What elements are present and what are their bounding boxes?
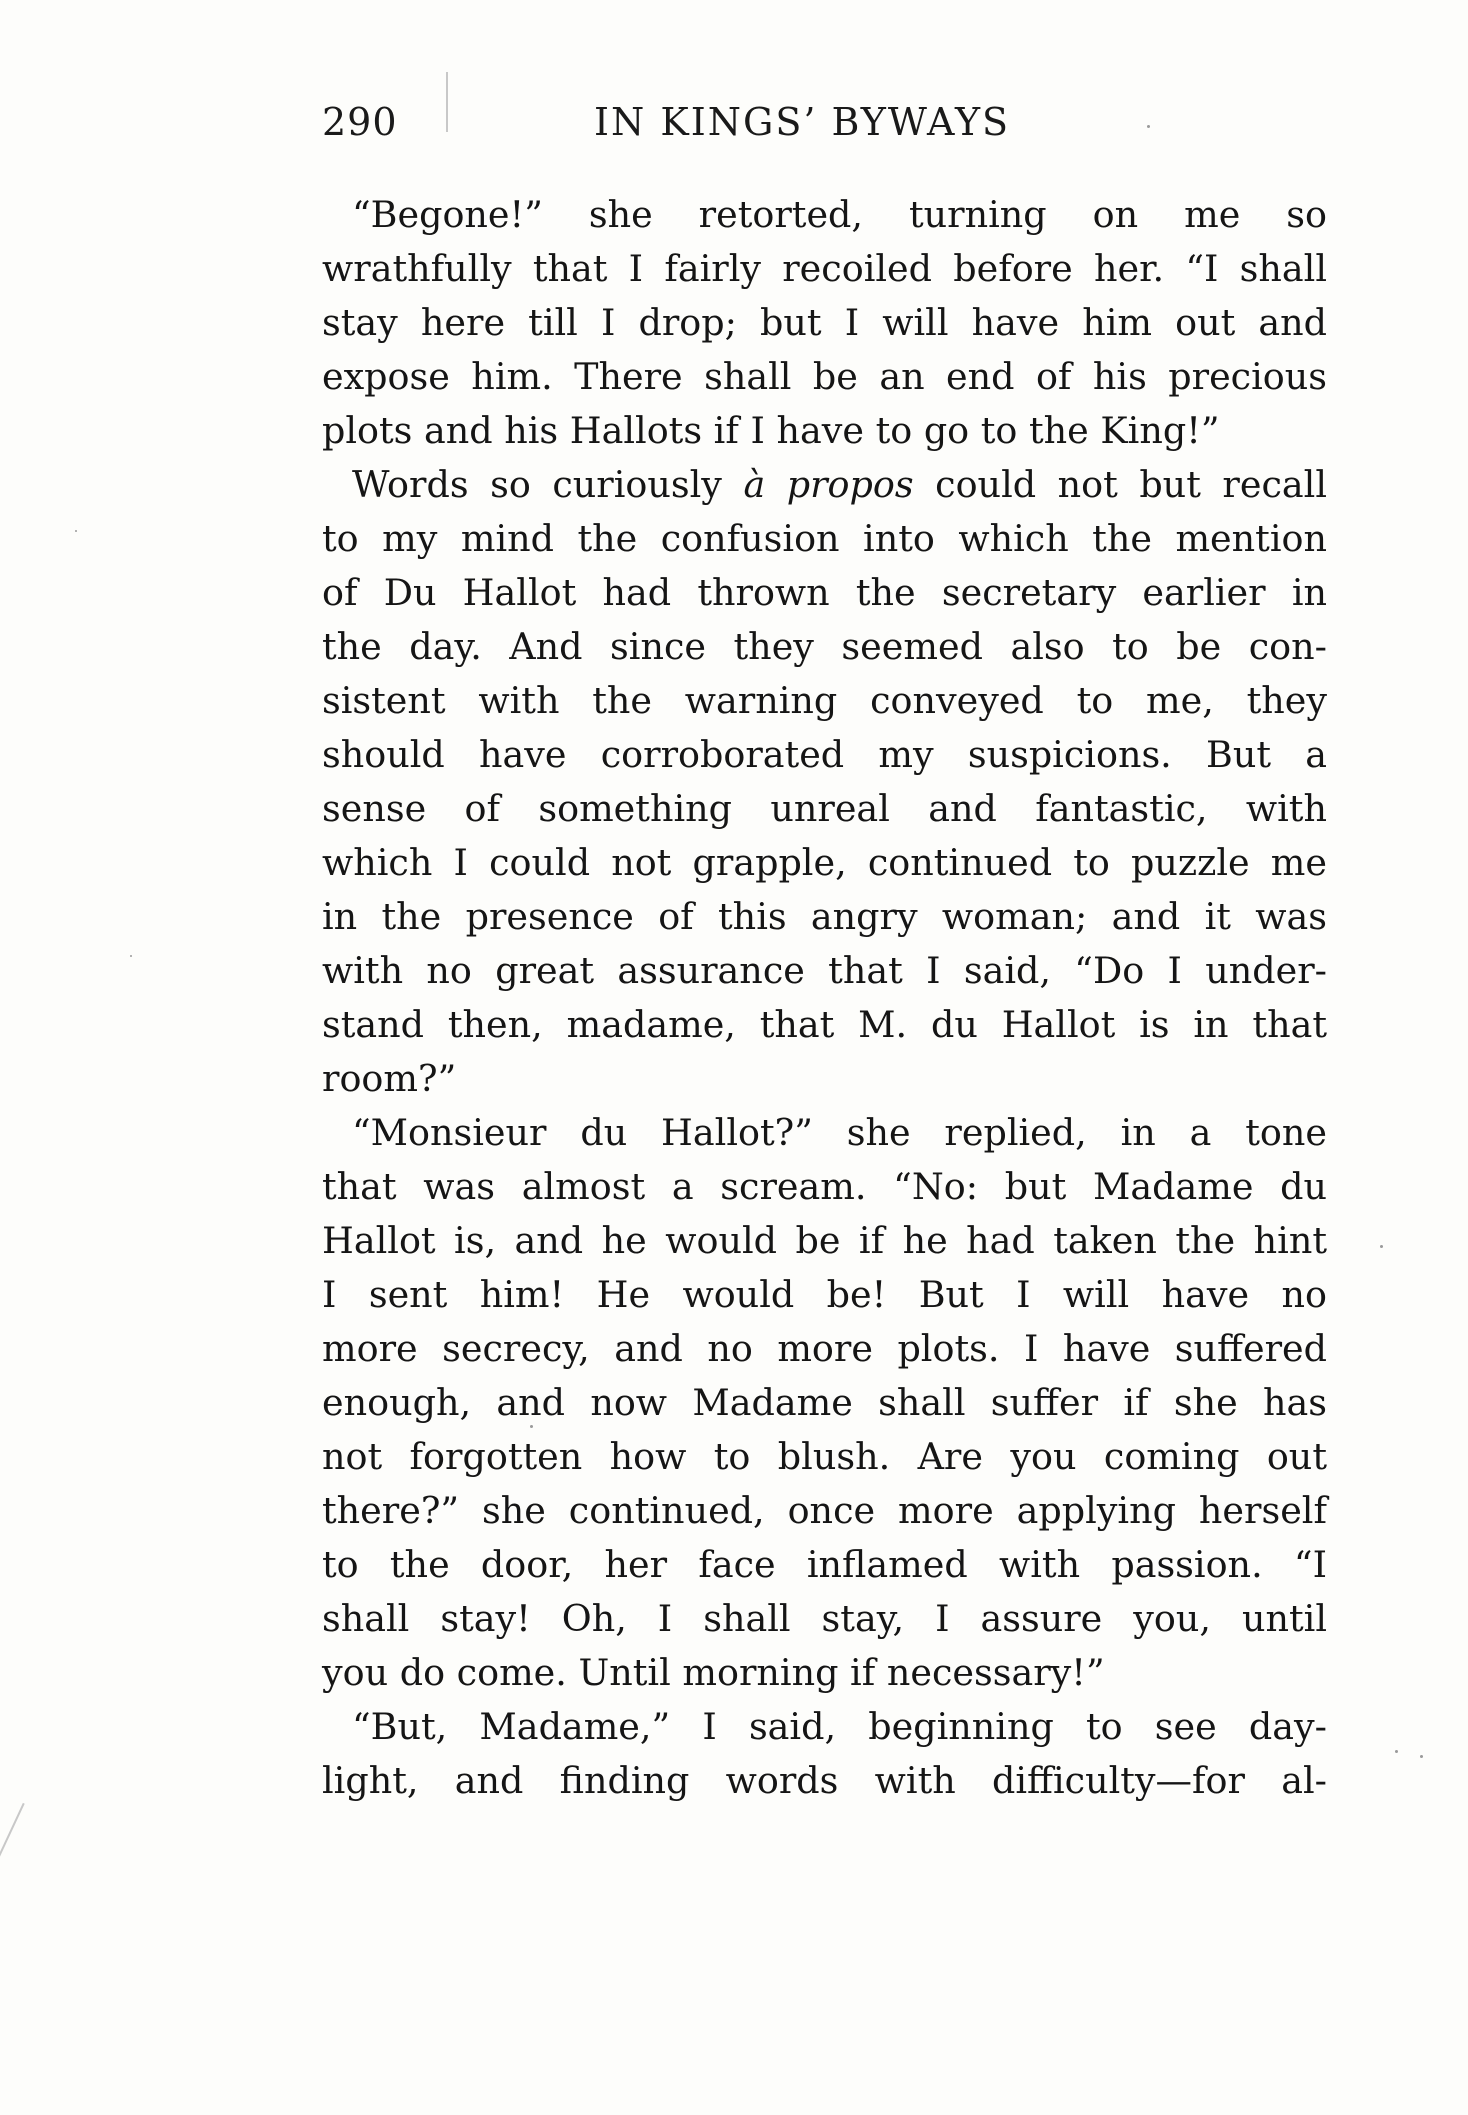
text-line: “But, Madame,” I said, beginning to see day- — [352, 1705, 1327, 1748]
text-line: I sent him! He would be! But I will have no — [322, 1273, 1327, 1316]
text-line: wrathfully that I fairly recoiled before her. “I shall — [322, 247, 1327, 290]
scan-speck — [1420, 1755, 1423, 1758]
text-line: to the door, her face inflamed with passion. “I — [322, 1543, 1327, 1586]
text-line: that was almost a scream. “No: but Madame du — [322, 1165, 1327, 1208]
text-line: should have corroborated my suspicions. But a — [322, 733, 1327, 776]
text-line: sense of something unreal and fantastic, with — [322, 787, 1327, 830]
scan-speck — [130, 955, 132, 957]
text-line: shall stay! Oh, I shall stay, I assure you, until — [322, 1597, 1327, 1640]
text-line: stand then, madame, that M. du Hallot is in that — [322, 1003, 1327, 1046]
text-line: Words so curiously à propos could not but recall — [352, 463, 1327, 506]
text-line: with no great assurance that I said, “Do I under- — [322, 949, 1327, 992]
paragraph — [322, 1106, 1327, 1700]
text-line: which I could not grapple, continued to puzzle me — [322, 841, 1327, 884]
scan-speck — [1380, 1245, 1383, 1248]
text-line: more secrecy, and no more plots. I have suffered — [322, 1327, 1327, 1370]
text-line: “Begone!” she retorted, turning on me so — [352, 193, 1327, 236]
italic-phrase: à propos — [743, 463, 914, 506]
text-line: not forgotten how to blush. Are you coming out — [322, 1435, 1327, 1478]
text-line: of Du Hallot had thrown the secretary earlier in — [322, 571, 1327, 614]
paragraph — [322, 1700, 1327, 1808]
page-number: 290 — [322, 100, 398, 144]
text-line: there?” she continued, once more applying herself — [322, 1489, 1327, 1532]
text-line: to my mind the confusion into which the mention — [322, 517, 1327, 560]
paragraph — [322, 458, 1327, 1106]
text-line: plots and his Hallots if I have to go to the King!” — [322, 409, 1220, 452]
running-title: IN KINGS’ BYWAYS — [594, 100, 1011, 144]
scan-mark — [0, 1803, 25, 1867]
text-line: you do come. Until morning if necessary!” — [322, 1651, 1105, 1694]
text-line: in the presence of this angry woman; and it was — [322, 895, 1327, 938]
scan-speck — [1395, 1750, 1398, 1753]
text-line: sistent with the warning conveyed to me, they — [322, 679, 1327, 722]
paragraph — [322, 188, 1327, 458]
text-line: room?” — [322, 1057, 457, 1100]
text-line: Hallot is, and he would be if he had taken the hint — [322, 1219, 1327, 1262]
text-line: light, and finding words with difficulty—for al- — [322, 1759, 1327, 1802]
text-line: the day. And since they seemed also to be con- — [322, 625, 1327, 668]
text-line: enough, and now Madame shall suffer if she has — [322, 1381, 1327, 1424]
body-text — [322, 188, 1327, 1808]
text-line: stay here till I drop; but I will have him out and — [322, 301, 1327, 344]
text-line: “Monsieur du Hallot?” she replied, in a tone — [352, 1111, 1327, 1154]
scan-speck — [75, 530, 77, 532]
text-line: expose him. There shall be an end of his precious — [322, 355, 1327, 398]
page-header — [322, 100, 1327, 160]
